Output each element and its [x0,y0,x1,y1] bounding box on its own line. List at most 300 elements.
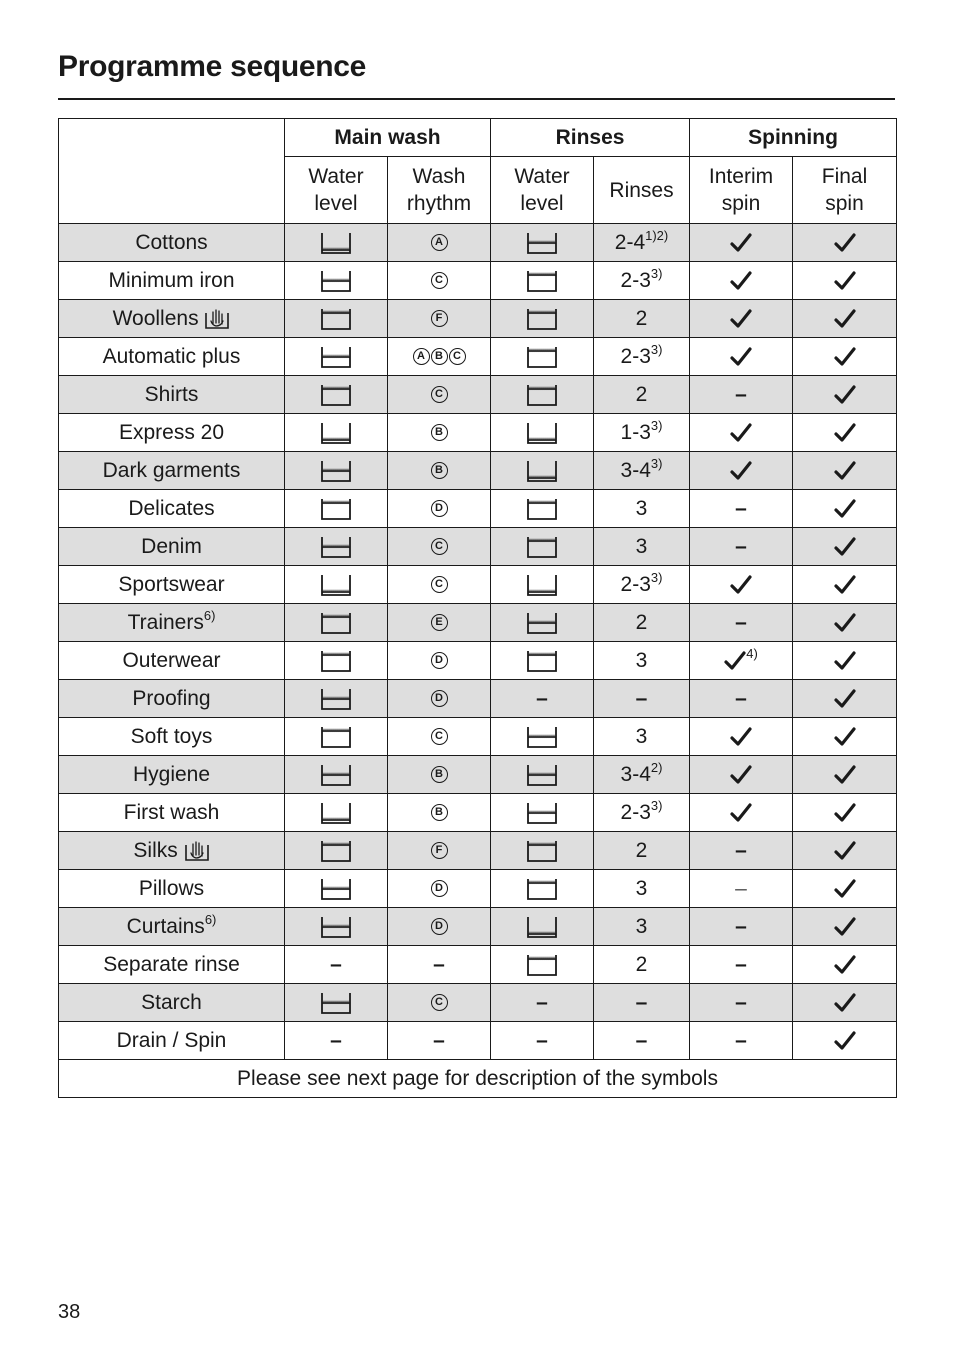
water-level-mid-icon [526,610,558,633]
programme-name: Curtains [126,914,205,938]
interim-spin-cell [690,680,793,718]
table-row [59,376,897,414]
rinse-water-level-cell [491,224,594,262]
check-icon [730,801,752,824]
water-level-high-icon [320,648,352,671]
check-icon [834,535,856,558]
rinses-count-cell [594,908,690,946]
check-icon [730,459,752,482]
footnote-ref: 6) [204,911,217,927]
rinses-count-cell [594,224,690,262]
main-wash-water-level-cell [285,908,388,946]
wash-rhythm-cell [388,832,491,870]
rinse-water-level-cell [491,832,594,870]
interim-spin-cell [690,756,793,794]
table-row [59,642,897,680]
programme-name-cell [59,604,285,642]
programme-name: Automatic plus [102,344,241,368]
water-level-mid-icon [320,268,352,291]
water-level-low-icon [320,800,352,823]
rinses-count: 2 [635,838,648,862]
wash-rhythm-cell [388,528,491,566]
water-level-low-icon [526,914,558,937]
check-icon [724,649,746,672]
interim-spin-cell [690,718,793,756]
rinse-water-level-cell [491,452,594,490]
rinses-count: 2 [635,306,648,330]
rinses-count: 2-3 [620,344,651,368]
table-row [59,832,897,870]
dash-mark: – [735,876,747,900]
water-level-high-icon [526,838,558,861]
wash-rhythm-letter: C [431,576,448,593]
final-spin-cell [793,414,897,452]
final-spin-cell [793,718,897,756]
main-wash-water-level-cell [285,262,388,300]
footnote-ref: 6) [203,607,216,623]
programme-name-cell [59,262,285,300]
programme-name: Cottons [135,230,208,254]
programme-name: First wash [123,800,220,824]
programme-name: Sportswear [118,572,225,596]
wash-rhythm-cell [388,756,491,794]
wool-hand-wash-icon [204,307,230,330]
wash-rhythm-letter: B [431,348,448,365]
rinses-count-cell [594,946,690,984]
main-wash-water-level-cell [285,300,388,338]
rinses-count: 3 [635,648,648,672]
rinse-water-level-cell [491,908,594,946]
header-spinning: Spinning [690,119,897,157]
final-spin-cell [793,604,897,642]
check-icon [834,611,856,634]
final-spin-cell [793,566,897,604]
dash-mark: – [735,686,747,710]
check-icon [834,763,856,786]
water-level-high-icon [526,648,558,671]
programme-name: Hygiene [132,762,211,786]
main-wash-water-level-cell [285,984,388,1022]
rinses-count-cell [594,376,690,414]
water-level-high-icon [526,344,558,367]
programme-name: Proofing [132,686,211,710]
dash-mark: – [433,1028,445,1052]
main-wash-water-level-cell [285,414,388,452]
wash-rhythm-letter: D [431,880,448,897]
wash-rhythm-letter: F [431,310,448,327]
interim-spin-cell [690,224,793,262]
table-footnote: Please see next page for description of the symbols [59,1060,897,1098]
table-row [59,680,897,718]
water-level-low-icon [526,458,558,481]
water-level-mid-icon [320,534,352,557]
rinses-count-cell [594,756,690,794]
dash-mark: – [635,990,648,1014]
rinse-water-level-cell [491,1022,594,1060]
table-row [59,870,897,908]
check-icon [834,497,856,520]
programme-name-cell [59,224,285,262]
table-row [59,452,897,490]
check-icon [834,307,856,330]
wash-rhythm-letter: C [431,728,448,745]
table-row [59,338,897,376]
interim-spin-cell [690,870,793,908]
check-icon [834,1029,856,1052]
wash-rhythm-cell [388,908,491,946]
main-wash-water-level-cell [285,832,388,870]
footnote-ref: 2) [650,759,663,775]
wash-rhythm-letter: B [431,804,448,821]
rinses-count-cell [594,262,690,300]
programme-name-cell [59,452,285,490]
wash-rhythm-letter: F [431,842,448,859]
interim-spin-cell [690,946,793,984]
rinses-count: 2-4 [614,230,646,254]
water-level-high-icon [526,268,558,291]
programme-name-cell [59,680,285,718]
rinses-count: 3-4 [620,458,651,482]
programme-name-cell [59,300,285,338]
programme-name-cell [59,490,285,528]
rinse-water-level-cell [491,870,594,908]
check-icon [834,839,856,862]
water-level-high-icon [526,952,558,975]
rinses-count: 3 [635,914,648,938]
wash-rhythm-letter: D [431,652,448,669]
water-level-mid-icon [320,344,352,367]
main-wash-water-level-cell [285,870,388,908]
programme-name: Separate rinse [103,952,240,976]
interim-spin-cell [690,262,793,300]
water-level-low-icon [320,572,352,595]
dash-mark: – [735,952,747,976]
final-spin-cell [793,224,897,262]
wash-rhythm-letter: A [413,348,430,365]
wash-rhythm-letter: A [431,234,448,251]
wash-rhythm-letter: B [431,424,448,441]
programme-name: Delicates [128,496,215,520]
wool-hand-wash-icon [184,839,210,862]
dash-mark: – [735,382,747,406]
check-icon [834,573,856,596]
programme-name: Express 20 [118,420,225,444]
final-spin-cell [793,490,897,528]
interim-spin-cell [690,794,793,832]
table-row [59,1022,897,1060]
dash-mark: – [735,990,747,1014]
programme-name-cell [59,832,285,870]
wash-rhythm-cell [388,414,491,452]
wash-rhythm-cell [388,1022,491,1060]
interim-spin-cell [690,1022,793,1060]
check-icon [730,573,752,596]
wash-rhythm-cell [388,680,491,718]
wash-rhythm-cell [388,300,491,338]
table-row [59,984,897,1022]
main-wash-water-level-cell [285,528,388,566]
wash-rhythm-letter: D [431,690,448,707]
rinse-water-level-cell [491,946,594,984]
rinse-water-level-cell [491,338,594,376]
programme-name-cell [59,946,285,984]
rinses-count: 3 [635,876,648,900]
col-wash-rhythm: Wash rhythm [388,157,491,224]
rinses-count: 2-3 [620,268,651,292]
water-level-mid-icon [526,724,558,747]
check-icon [834,915,856,938]
rinses-count: 3 [635,724,648,748]
final-spin-cell [793,642,897,680]
main-wash-water-level-cell [285,946,388,984]
col-rinse-water-level: Water level [491,157,594,224]
wash-rhythm-cell [388,338,491,376]
programme-name-cell [59,414,285,452]
wash-rhythm-cell [388,604,491,642]
rinse-water-level-cell [491,262,594,300]
rinse-water-level-cell [491,566,594,604]
programme-name-cell [59,642,285,680]
wash-rhythm-letter: B [431,462,448,479]
footnote-ref: 1)2) [645,227,669,243]
rinses-count: 2 [635,952,648,976]
wash-rhythm-letter: C [449,348,466,365]
interim-spin-cell [690,908,793,946]
main-wash-water-level-cell [285,224,388,262]
water-level-low-icon [526,572,558,595]
main-wash-water-level-cell [285,490,388,528]
main-wash-water-level-cell [285,376,388,414]
interim-spin-cell [690,832,793,870]
rinse-water-level-cell [491,300,594,338]
check-icon [834,345,856,368]
main-wash-water-level-cell [285,756,388,794]
rinses-count-cell [594,680,690,718]
interim-spin-cell [690,642,793,680]
table-row [59,490,897,528]
interim-spin-cell [690,528,793,566]
final-spin-cell [793,832,897,870]
rinses-count-cell [594,528,690,566]
rinses-count: 3-4 [620,762,651,786]
rinses-count-cell [594,870,690,908]
programme-name-cell [59,870,285,908]
rinse-water-level-cell [491,984,594,1022]
dash-mark: – [735,610,747,634]
programme-name-cell [59,718,285,756]
footnote-ref: 3) [650,417,663,433]
table-row [59,908,897,946]
rinses-count: 2 [635,382,648,406]
table-row [59,224,897,262]
dash-mark: – [635,1028,648,1052]
page-number: 38 [58,1301,81,1323]
water-level-mid-icon [320,458,352,481]
water-level-high-icon [320,496,352,519]
programme-name-cell [59,566,285,604]
water-level-high-icon [526,876,558,899]
water-level-mid-icon [320,990,352,1013]
wash-rhythm-cell [388,794,491,832]
final-spin-cell [793,946,897,984]
wash-rhythm-cell [388,870,491,908]
check-icon [834,725,856,748]
main-wash-water-level-cell [285,566,388,604]
check-icon [834,269,856,292]
wash-rhythm-cell [388,262,491,300]
programme-name-cell [59,1022,285,1060]
check-icon [730,231,752,254]
programme-name: Dark garments [102,458,241,482]
footnote-ref: 3) [650,341,663,357]
water-level-high-icon [320,306,352,329]
check-icon [834,231,856,254]
main-wash-water-level-cell [285,338,388,376]
col-rinses: Rinses [594,157,690,224]
check-icon [730,345,752,368]
check-icon [730,421,752,444]
check-icon [730,307,752,330]
final-spin-cell [793,452,897,490]
table-row [59,300,897,338]
header-rinses: Rinses [491,119,690,157]
wash-rhythm-cell [388,946,491,984]
interim-spin-cell [690,414,793,452]
rinse-water-level-cell [491,604,594,642]
wash-rhythm-cell [388,718,491,756]
final-spin-cell [793,908,897,946]
table-row [59,718,897,756]
main-wash-water-level-cell [285,680,388,718]
water-level-mid-icon [526,800,558,823]
programme-name: Shirts [144,382,199,406]
interim-spin-cell [690,452,793,490]
check-icon [730,269,752,292]
dash-mark: – [735,1028,747,1052]
water-level-mid-icon [320,686,352,709]
wash-rhythm-letter: D [431,918,448,935]
dash-mark: – [536,686,548,710]
page-title: Programme sequence [58,50,367,83]
dash-mark: – [330,1028,342,1052]
title-divider [58,98,895,100]
rinses-count-cell [594,642,690,680]
wash-rhythm-letter: E [431,614,448,631]
table-row [59,756,897,794]
rinse-water-level-cell [491,414,594,452]
wash-rhythm-cell [388,376,491,414]
final-spin-cell [793,528,897,566]
rinses-count: 1-3 [620,420,651,444]
rinse-water-level-cell [491,490,594,528]
programme-table [58,118,897,1098]
programme-name: Outerwear [122,648,221,672]
rinses-count-cell [594,604,690,642]
water-level-high-icon [526,306,558,329]
water-level-high-icon [526,496,558,519]
water-level-mid-icon [526,230,558,253]
final-spin-cell [793,262,897,300]
rinses-count: 2-3 [620,800,651,824]
col-interim-spin: Interim spin [690,157,793,224]
programme-name-cell [59,984,285,1022]
wash-rhythm-letter: C [431,994,448,1011]
rinses-count-cell [594,718,690,756]
interim-spin-cell [690,300,793,338]
final-spin-cell [793,794,897,832]
programme-name: Starch [141,990,202,1014]
programme-name-cell [59,794,285,832]
dash-mark: – [536,1028,548,1052]
footnote-ref: 3) [650,455,663,471]
final-spin-cell [793,984,897,1022]
water-level-high-icon [320,838,352,861]
footnote-ref: 4) [746,645,758,661]
rinse-water-level-cell [491,756,594,794]
programme-name: Silks [133,838,178,862]
main-wash-water-level-cell [285,1022,388,1060]
rinses-count-cell [594,832,690,870]
rinse-water-level-cell [491,642,594,680]
water-level-high-icon [526,534,558,557]
check-icon [834,687,856,710]
wash-rhythm-letter: B [431,766,448,783]
header-blank-cell [59,119,285,224]
dash-mark: – [433,952,445,976]
table-row [59,946,897,984]
rinses-count-cell [594,794,690,832]
table-row [59,604,897,642]
main-wash-water-level-cell [285,604,388,642]
rinse-water-level-cell [491,794,594,832]
wash-rhythm-cell [388,452,491,490]
rinses-count-cell [594,1022,690,1060]
rinses-count: 2-3 [620,572,651,596]
water-level-low-icon [320,420,352,443]
water-level-mid-icon [320,914,352,937]
wash-rhythm-cell [388,642,491,680]
check-icon [834,801,856,824]
water-level-low-icon [526,420,558,443]
check-icon [834,459,856,482]
programme-name: Pillows [138,876,205,900]
wash-rhythm-letter: C [431,272,448,289]
rinses-count-cell [594,490,690,528]
wash-rhythm-cell [388,490,491,528]
water-level-mid-icon [526,762,558,785]
rinses-count-cell [594,452,690,490]
rinses-count: 3 [635,496,648,520]
programme-name: Soft toys [130,724,213,748]
final-spin-cell [793,300,897,338]
dash-mark: – [635,686,648,710]
check-icon [834,953,856,976]
dash-mark: – [735,534,747,558]
footnote-ref: 3) [650,265,663,281]
water-level-high-icon [320,610,352,633]
rinses-count-cell [594,300,690,338]
final-spin-cell [793,756,897,794]
programme-name: Denim [141,534,202,558]
check-icon [834,421,856,444]
wash-rhythm-letter: C [431,538,448,555]
check-icon [834,649,856,672]
table-row [59,414,897,452]
check-icon [730,725,752,748]
interim-spin-cell [690,984,793,1022]
rinses-count-cell [594,338,690,376]
water-level-low-icon [320,230,352,253]
